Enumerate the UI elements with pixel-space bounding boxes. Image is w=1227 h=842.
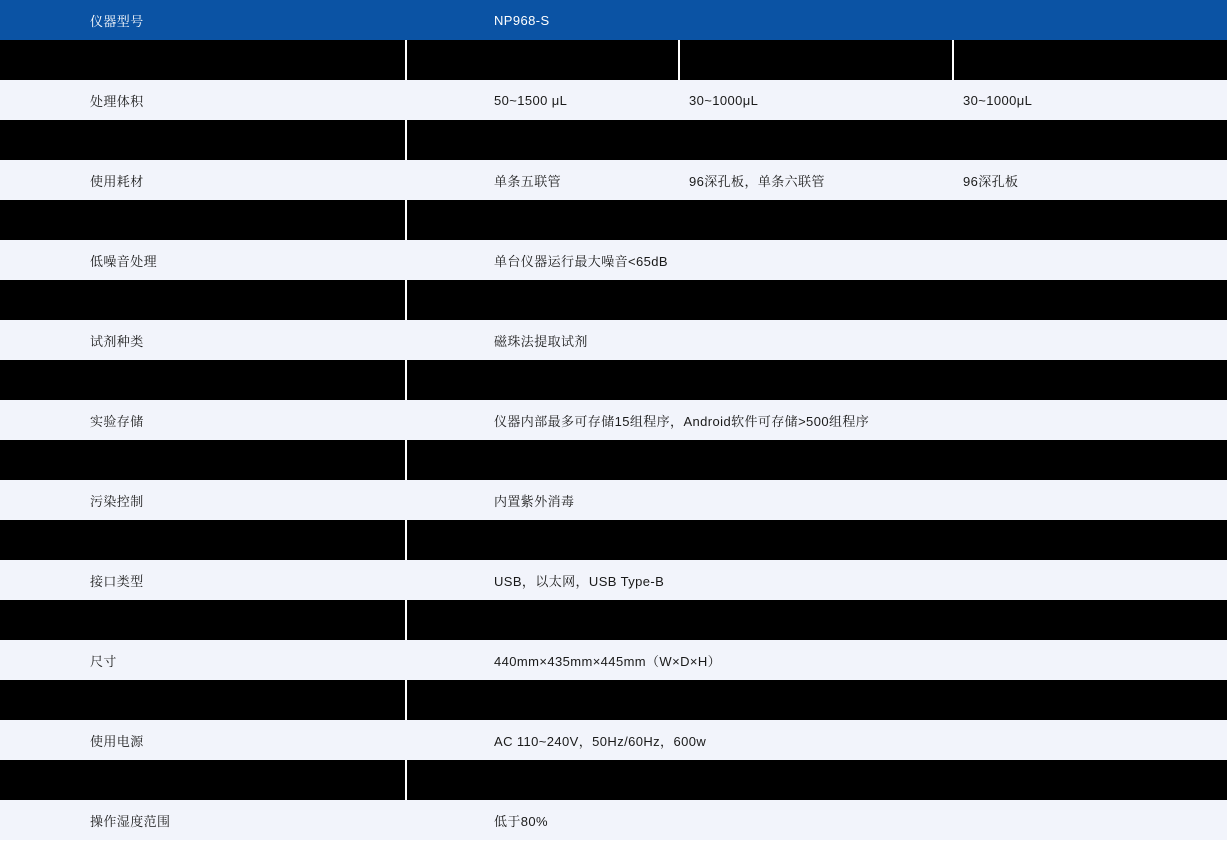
separator-cell (406, 600, 1227, 640)
table-row (0, 320, 1227, 360)
separator-cell (0, 760, 406, 800)
table-row (0, 800, 1227, 840)
separator-row (0, 600, 1227, 640)
separator-row (0, 200, 1227, 240)
table-row (0, 240, 1227, 280)
separator-row (0, 520, 1227, 560)
separator-cell (0, 40, 406, 80)
separator-row (0, 40, 1227, 80)
separator-row (0, 680, 1227, 720)
row-label: 接口类型 (0, 560, 406, 600)
row-value-span: 440mm×435mm×445mm（W×D×H） (406, 640, 1227, 680)
separator-cell (679, 40, 953, 80)
separator-cell (406, 40, 679, 80)
separator-row (0, 280, 1227, 320)
separator-cell (406, 680, 1227, 720)
row-value-span: USB，以太网，USB Type-B (406, 560, 1227, 600)
row-label: 污染控制 (0, 480, 406, 520)
separator-cell (406, 120, 1227, 160)
separator-cell (406, 360, 1227, 400)
row-label: 试剂种类 (0, 320, 406, 360)
table-row (0, 640, 1227, 680)
separator-cell (406, 200, 1227, 240)
row-value-span: 内置紫外消毒 (406, 480, 1227, 520)
separator-cell (0, 600, 406, 640)
separator-cell (406, 760, 1227, 800)
separator-cell (406, 440, 1227, 480)
row-value-3: 30~1000μL (953, 80, 1227, 120)
model-value-cell: NP968-S (406, 0, 1227, 40)
row-value-span: 仪器内部最多可存储15组程序，Android软件可存储>500组程序 (406, 400, 1227, 440)
table-header-row (0, 0, 1227, 40)
separator-cell (0, 120, 406, 160)
row-label: 低噪音处理 (0, 240, 406, 280)
separator-cell (406, 520, 1227, 560)
row-value-span: AC 110~240V，50Hz/60Hz，600w (406, 720, 1227, 760)
row-value-2: 30~1000μL (679, 80, 953, 120)
separator-cell (406, 280, 1227, 320)
row-value-3: 96深孔板 (953, 160, 1227, 200)
table-row (0, 720, 1227, 760)
row-label: 使用电源 (0, 720, 406, 760)
separator-row (0, 120, 1227, 160)
row-label: 操作湿度范围 (0, 800, 406, 840)
row-label: 实验存储 (0, 400, 406, 440)
separator-cell (0, 360, 406, 400)
separator-cell (953, 40, 1227, 80)
row-value-span: 单台仪器运行最大噪音<65dB (406, 240, 1227, 280)
model-label-cell: 仪器型号 (0, 0, 406, 40)
table-row (0, 80, 1227, 120)
separator-cell (0, 440, 406, 480)
row-value-1: 单条五联管 (406, 160, 679, 200)
separator-row (0, 360, 1227, 400)
separator-row (0, 760, 1227, 800)
row-label: 使用耗材 (0, 160, 406, 200)
separator-cell (0, 520, 406, 560)
row-label: 尺寸 (0, 640, 406, 680)
separator-row (0, 440, 1227, 480)
row-value-span: 低于80% (406, 800, 1227, 840)
row-value-1: 50~1500 μL (406, 80, 679, 120)
separator-cell (0, 680, 406, 720)
table-row (0, 560, 1227, 600)
table-row (0, 480, 1227, 520)
row-label: 处理体积 (0, 80, 406, 120)
row-value-span: 磁珠法提取试剂 (406, 320, 1227, 360)
row-value-2: 96深孔板，单条六联管 (679, 160, 953, 200)
table-row (0, 400, 1227, 440)
table-row (0, 160, 1227, 200)
separator-cell (0, 200, 406, 240)
separator-cell (0, 280, 406, 320)
